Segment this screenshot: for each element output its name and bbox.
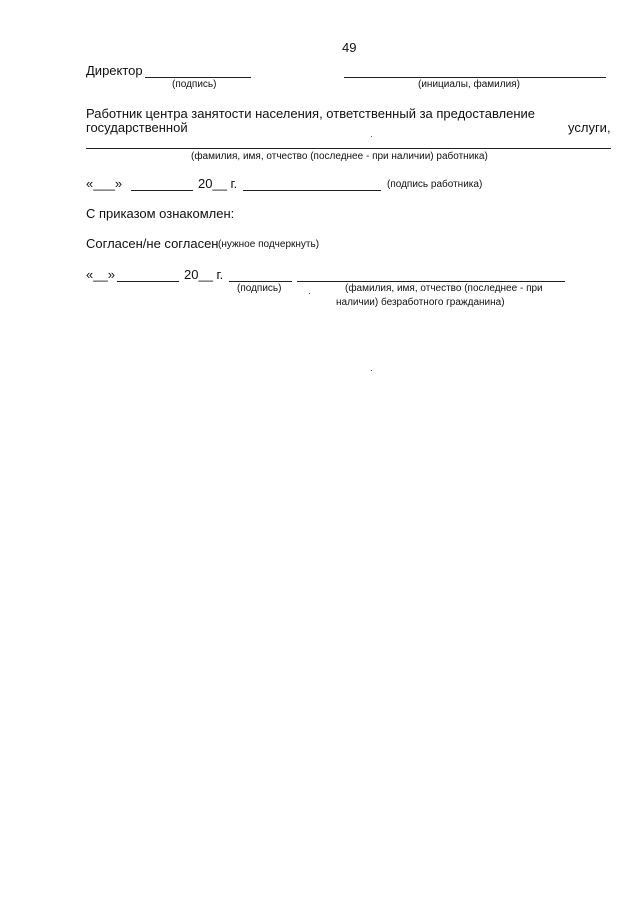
employee-date-month-line[interactable] <box>131 190 193 191</box>
citizen-name-caption-line1: (фамилия, имя, отчество (последнее - при <box>345 283 543 294</box>
citizen-name-caption-line2: наличии) безработного гражданина) <box>336 297 505 308</box>
scan-speck <box>371 370 372 371</box>
consent-label: Согласен/не согласен <box>86 236 219 251</box>
page-number: 49 <box>342 40 357 55</box>
scan-speck <box>309 293 310 294</box>
consent-note: (нужное подчеркнуть) <box>218 239 320 250</box>
director-signature-caption: (подпись) <box>172 79 217 90</box>
employee-date-year: 20__ г. <box>198 176 238 191</box>
employee-text-line2-left: государственной <box>86 120 188 135</box>
acknowledged-text: С приказом ознакомлен: <box>86 206 235 221</box>
director-signature-line[interactable] <box>145 77 251 78</box>
citizen-date-year: 20__ г. <box>184 267 224 282</box>
director-name-caption: (инициалы, фамилия) <box>418 79 520 90</box>
employee-signature-line[interactable] <box>243 190 381 191</box>
employee-text-line1: Работник центра занятости населения, ответственный за предоставление <box>86 106 536 121</box>
citizen-name-line[interactable] <box>297 281 565 282</box>
scan-speck <box>371 136 372 137</box>
employee-name-caption: (фамилия, имя, отчество (последнее - при наличии) работника) <box>191 151 488 162</box>
employee-text-line2-right: услуги, <box>568 120 611 135</box>
citizen-date-day: «__» <box>86 267 115 282</box>
citizen-date-month-line[interactable] <box>117 281 179 282</box>
director-name-line[interactable] <box>344 77 606 78</box>
employee-signature-caption: (подпись работника) <box>387 179 483 190</box>
citizen-signature-caption: (подпись) <box>237 283 282 294</box>
citizen-signature-line[interactable] <box>229 281 292 282</box>
employee-date-day: «___» <box>86 176 123 191</box>
director-label: Директор <box>86 63 143 78</box>
employee-name-line[interactable] <box>86 148 611 149</box>
